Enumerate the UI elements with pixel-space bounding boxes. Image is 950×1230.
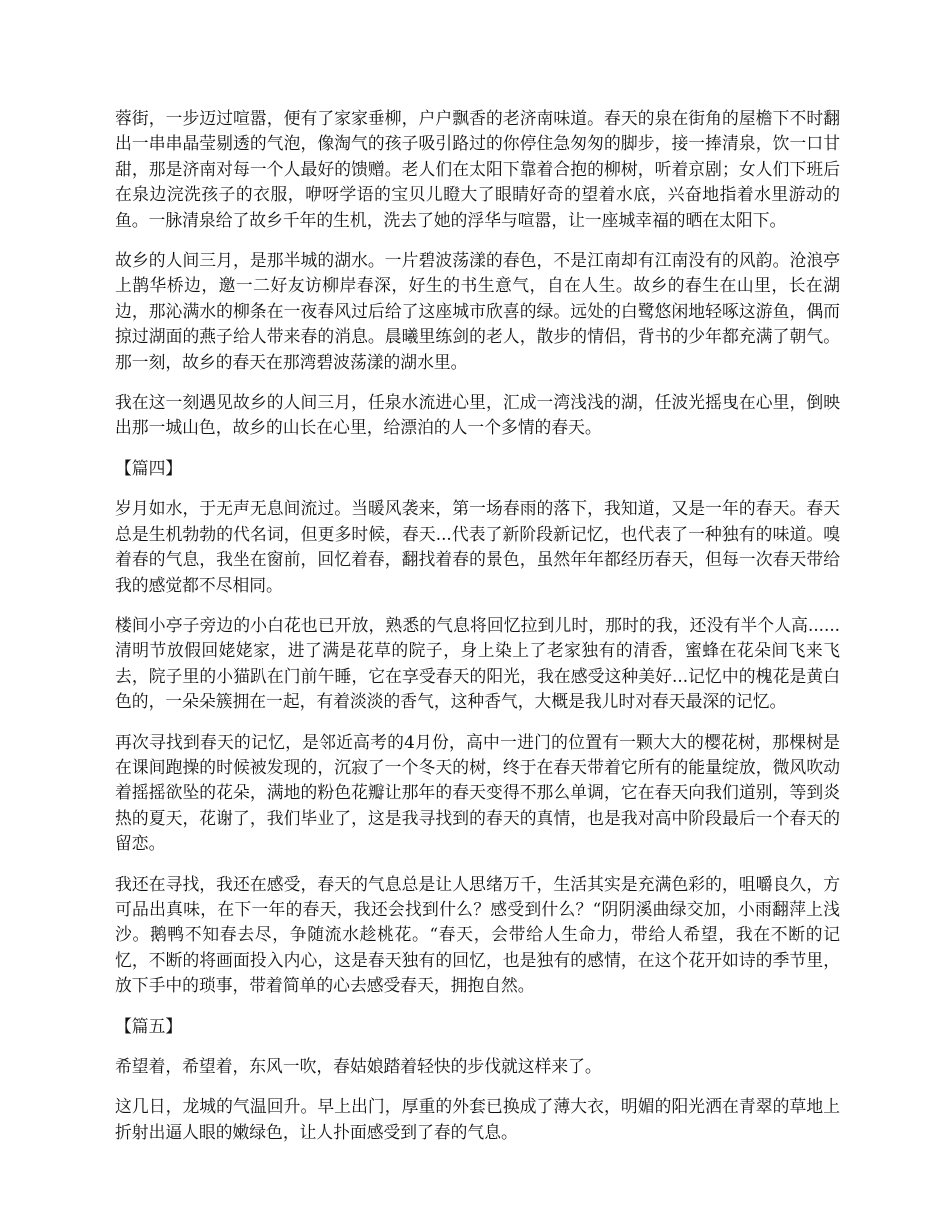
section-heading-5: 【篇五】 — [115, 1015, 183, 1036]
paragraph-7: 我还在寻找，我还在感受，春天的气息总是让人思绪万千，生活其实是充满色彩的，咀嚼良久，方可品出真味，在下一年的春天，我还会找到什么？感受到什么？“阴阴溪曲绿交加，小雨翻萍上浅沙。鹅鸭不知春去尽，争随流水趁桃花。“春天，会带给人生命力，带给人希望，我在不断的记忆，不断的将画面投入内心，这是春天独有的回忆，也是独有的感情，在这个花开如诗的季节里，放下手中的琐事，带着简单的心去感受春天，拥抱自然。 — [115, 873, 840, 996]
paragraph-9: 这几日，龙城的气温回升。早上出门，厚重的外套已换成了薄大衣，明媚的阳光洒在青翠的草地上折射出逼人眼的嫩绿色，让人扑面感受到了春的气息。 — [115, 1096, 840, 1142]
section-heading-4: 【篇四】 — [115, 457, 183, 478]
paragraph-4: 岁月如水，于无声无息间流过。当暖风袭来，第一场春雨的落下，我知道，又是一年的春天。春天总是生机勃勃的代名词，但更多时候，春天...代表了新阶段新记忆，也代表了一种独有的味道。嗅着春的气息，我坐在窗前，回忆着春，翻找着春的景色，虽然年年都经历春天，但每一次春天带给我的感觉都不尽相同。 — [115, 498, 840, 595]
document-page — [115, 106, 840, 1160]
paragraph-5: 楼间小亭子旁边的小白花也已开放，熟悉的气息将回忆拉到儿时，那时的我，还没有半个人高......清明节放假回姥姥家，进了满是花草的院子，身上染上了老家独有的清香，蜜蜂在花朵间飞来飞去，院子里的小猫趴在门前午睡，它在享受春天的阳光，我在感受这种美好...记忆中的槐花是黄白色的，一朵朵簇拥在一起，有着淡淡的香气，这种香气，大概是我儿时对春天最深的记忆。 — [115, 614, 840, 712]
paragraph-8: 希望着，希望着，东风一吹，春姑娘踏着轻快的步伐就这样来了。 — [115, 1056, 602, 1076]
paragraph-3: 我在这一刻遇见故乡的人间三月，任泉水流进心里，汇成一湾浅浅的湖，任波光摇曳在心里，倒映出那一城山色，故乡的山长在心里，给漂泊的人一个多情的春天。 — [115, 392, 840, 438]
paragraph-1: 蓉街，一步迈过喧嚣，便有了家家垂柳，户户飘香的老济南味道。春天的泉在街角的屋檐下不时翻出一串串晶莹剔透的气泡，像淘气的孩子吸引路过的你停住急匆匆的脚步，接一捧清泉，饮一口甘甜，那是济南对每一个人最好的馈赠。老人们在太阳下靠着合抱的柳树，听着京剧；女人们下班后在泉边浣洗孩子的衣服，咿呀学语的宝贝儿瞪大了眼睛好奇的望着水底，兴奋地指着水里游动的鱼。一脉清泉给了故乡千年的生机，洗去了她的浮华与喧嚣，让一座城幸福的晒在太阳下。 — [115, 108, 840, 230]
paragraph-2: 故乡的人间三月，是那半城的湖水。一片碧波荡漾的春色，不是江南却有江南没有的风韵。沧浪亭上鹊华桥边，邀一二好友访柳岸春深，好生的书生意气，自在人生。故乡的春生在山里，长在湖边，那沁满水的柳条在一夜春风过后给了这座城市欣喜的绿。远处的白鹭悠闲地轻啄这游鱼，偶而掠过湖面的燕子给人带来春的消息。晨曦里练剑的老人，散步的情侣，背书的少年都充满了朝气。那一刻，故乡的春天在那湾碧波荡漾的湖水里。 — [115, 250, 840, 372]
paragraph-6: 再次寻找到春天的记忆，是邻近高考的4月份，高中一进门的位置有一颗大大的樱花树，那棵树是在课间跑操的时候被发现的，沉寂了一个冬天的树，终于在春天带着它所有的能量绽放，微风吹动着摇摇欲坠的花朵，满地的粉色花瓣让那年的春天变得不那么单调，它在春天向我们道别，等到炎热的夏天，花谢了，我们毕业了，这是我寻找到的春天的真情，也是我对高中阶段最后一个春天的留恋。 — [115, 731, 840, 854]
